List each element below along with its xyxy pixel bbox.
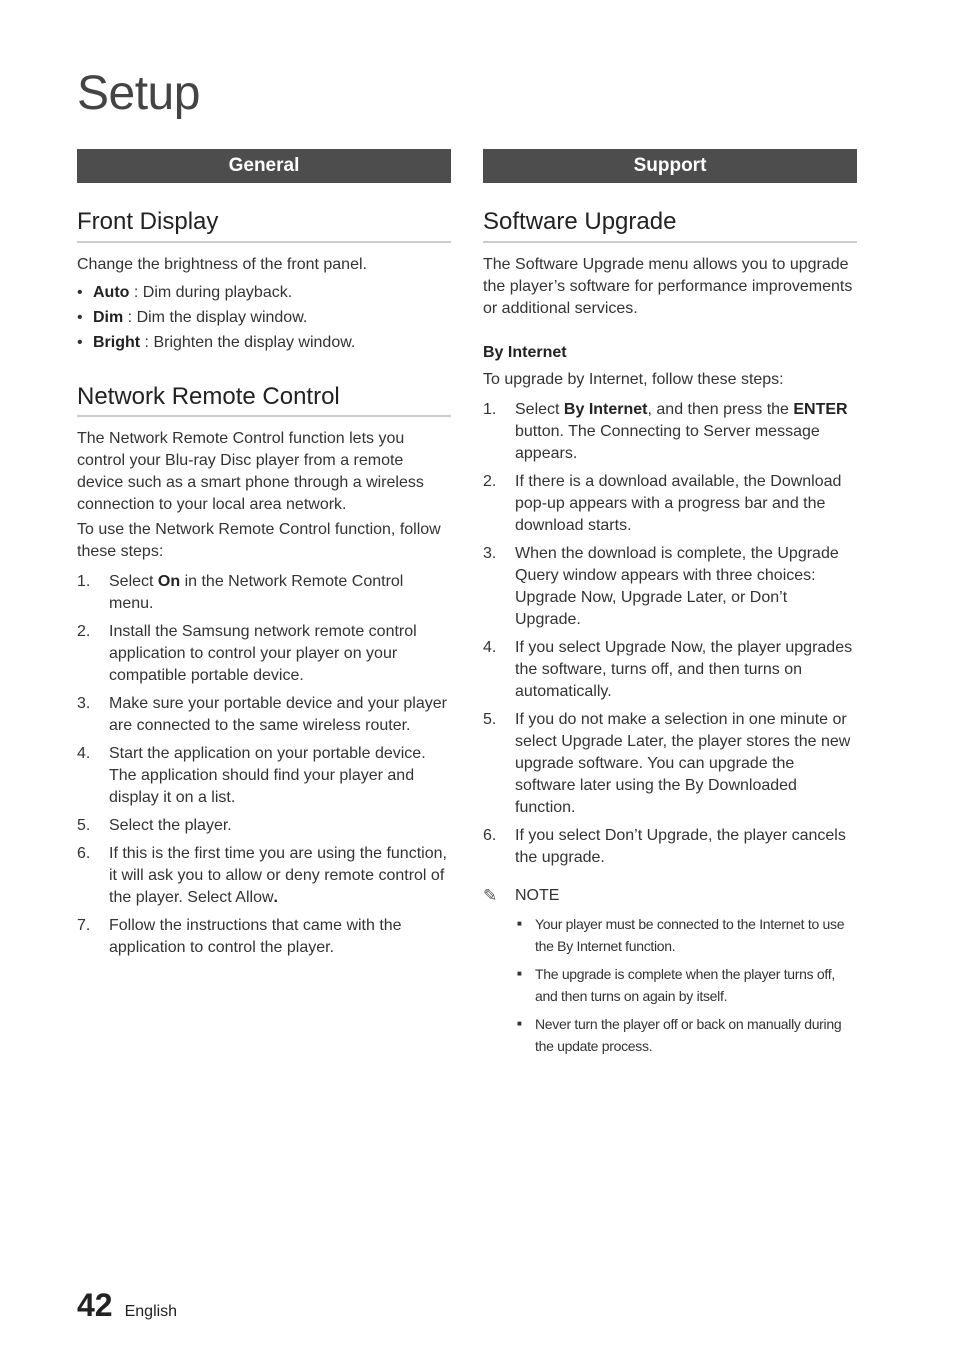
list-item: 3. Make sure your portable device and your player are connected to the same wireless router. <box>77 695 447 735</box>
software-upgrade-steps <box>483 399 857 869</box>
list-item: ■ Never turn the player off or back on manually during the update process. <box>483 1013 857 1057</box>
list-item: 5. Select the player. <box>77 817 232 835</box>
list-item: 5. If you do not make a selection in one minute or select Upgrade Later, the player stores the new upgrade software. You can upgrade the software later using the By Downloaded function. <box>483 710 851 816</box>
page-title: Setup <box>77 67 200 120</box>
by-internet-subheading: By Internet <box>483 343 567 361</box>
list-item: 3. When the download is complete, the Upgrade Query window appears with three choices: Upgrade Now, Upgrade Later, or Don’t Upgrade. <box>483 544 839 628</box>
front-display-heading: Front Display <box>77 208 451 243</box>
software-upgrade-heading: Software Upgrade <box>483 208 857 243</box>
network-remote-steps <box>77 571 451 959</box>
list-item: ■ Your player must be connected to the Internet to use the By Internet function. <box>483 913 857 957</box>
note-heading <box>483 885 857 907</box>
network-remote-section <box>77 383 451 960</box>
list-item: 1. Select On in the Network Remote Control menu. <box>77 573 404 613</box>
network-remote-heading: Network Remote Control <box>77 383 451 418</box>
list-item: ■ The upgrade is complete when the player turns off, and then turns on again by itself. <box>483 963 857 1007</box>
by-internet-intro: To upgrade by Internet, follow these steps: <box>483 370 784 388</box>
list-item: 1. Select By Internet, and then press the ENTER button. The Connecting to Server message appears. <box>483 400 848 462</box>
right-column <box>483 149 857 1063</box>
list-item: 6. If you select Don’t Upgrade, the player cancels the upgrade. <box>483 826 846 866</box>
list-item: 4. If you select Upgrade Now, the player upgrades the software, turns off, and then turns on automatically. <box>483 638 853 700</box>
list-item: 2. Install the Samsung network remote control application to control your player on your compatible portable device. <box>77 623 417 685</box>
left-column <box>77 149 451 965</box>
list-item: • Bright : Brighten the display window. <box>77 330 451 355</box>
support-section-bar: Support <box>483 149 857 183</box>
general-section-bar: General <box>77 149 451 183</box>
pencil-icon: ✎ <box>483 885 498 905</box>
software-upgrade-intro: The Software Upgrade menu allows you to upgrade the player’s software for performance improvements or additional services. <box>483 255 853 317</box>
page-number: 42 <box>77 1287 113 1323</box>
network-remote-instructions: To use the Network Remote Control function, follow these steps: <box>77 521 441 561</box>
note-label: NOTE <box>515 886 560 904</box>
list-item: 4. Start the application on your portable device. The application should find your player and display it on a list. <box>77 745 426 807</box>
note-list <box>483 913 857 1057</box>
network-remote-description: The Network Remote Control function lets you control your Blu-ray Disc player from a remote device such as a smart phone through a wireless connection to your local area network. <box>77 430 424 514</box>
front-display-intro: Change the brightness of the front panel. <box>77 255 367 273</box>
list-item: • Auto : Dim during playback. <box>77 280 451 305</box>
list-item: • Dim : Dim the display window. <box>77 305 451 330</box>
list-item: 2. If there is a download available, the Download pop-up appears with a progress bar and the download starts. <box>483 472 842 534</box>
list-item: 7. Follow the instructions that came with the application to control the player. <box>77 917 402 957</box>
front-display-options <box>77 280 451 355</box>
page-language: English <box>124 1303 178 1320</box>
software-upgrade-section <box>483 208 857 1057</box>
page-footer <box>77 1287 177 1324</box>
front-display-section <box>77 208 451 355</box>
list-item: 6. If this is the first time you are using the function, it will ask you to allow or deny remote control of the player. Select Allow. <box>77 845 447 907</box>
